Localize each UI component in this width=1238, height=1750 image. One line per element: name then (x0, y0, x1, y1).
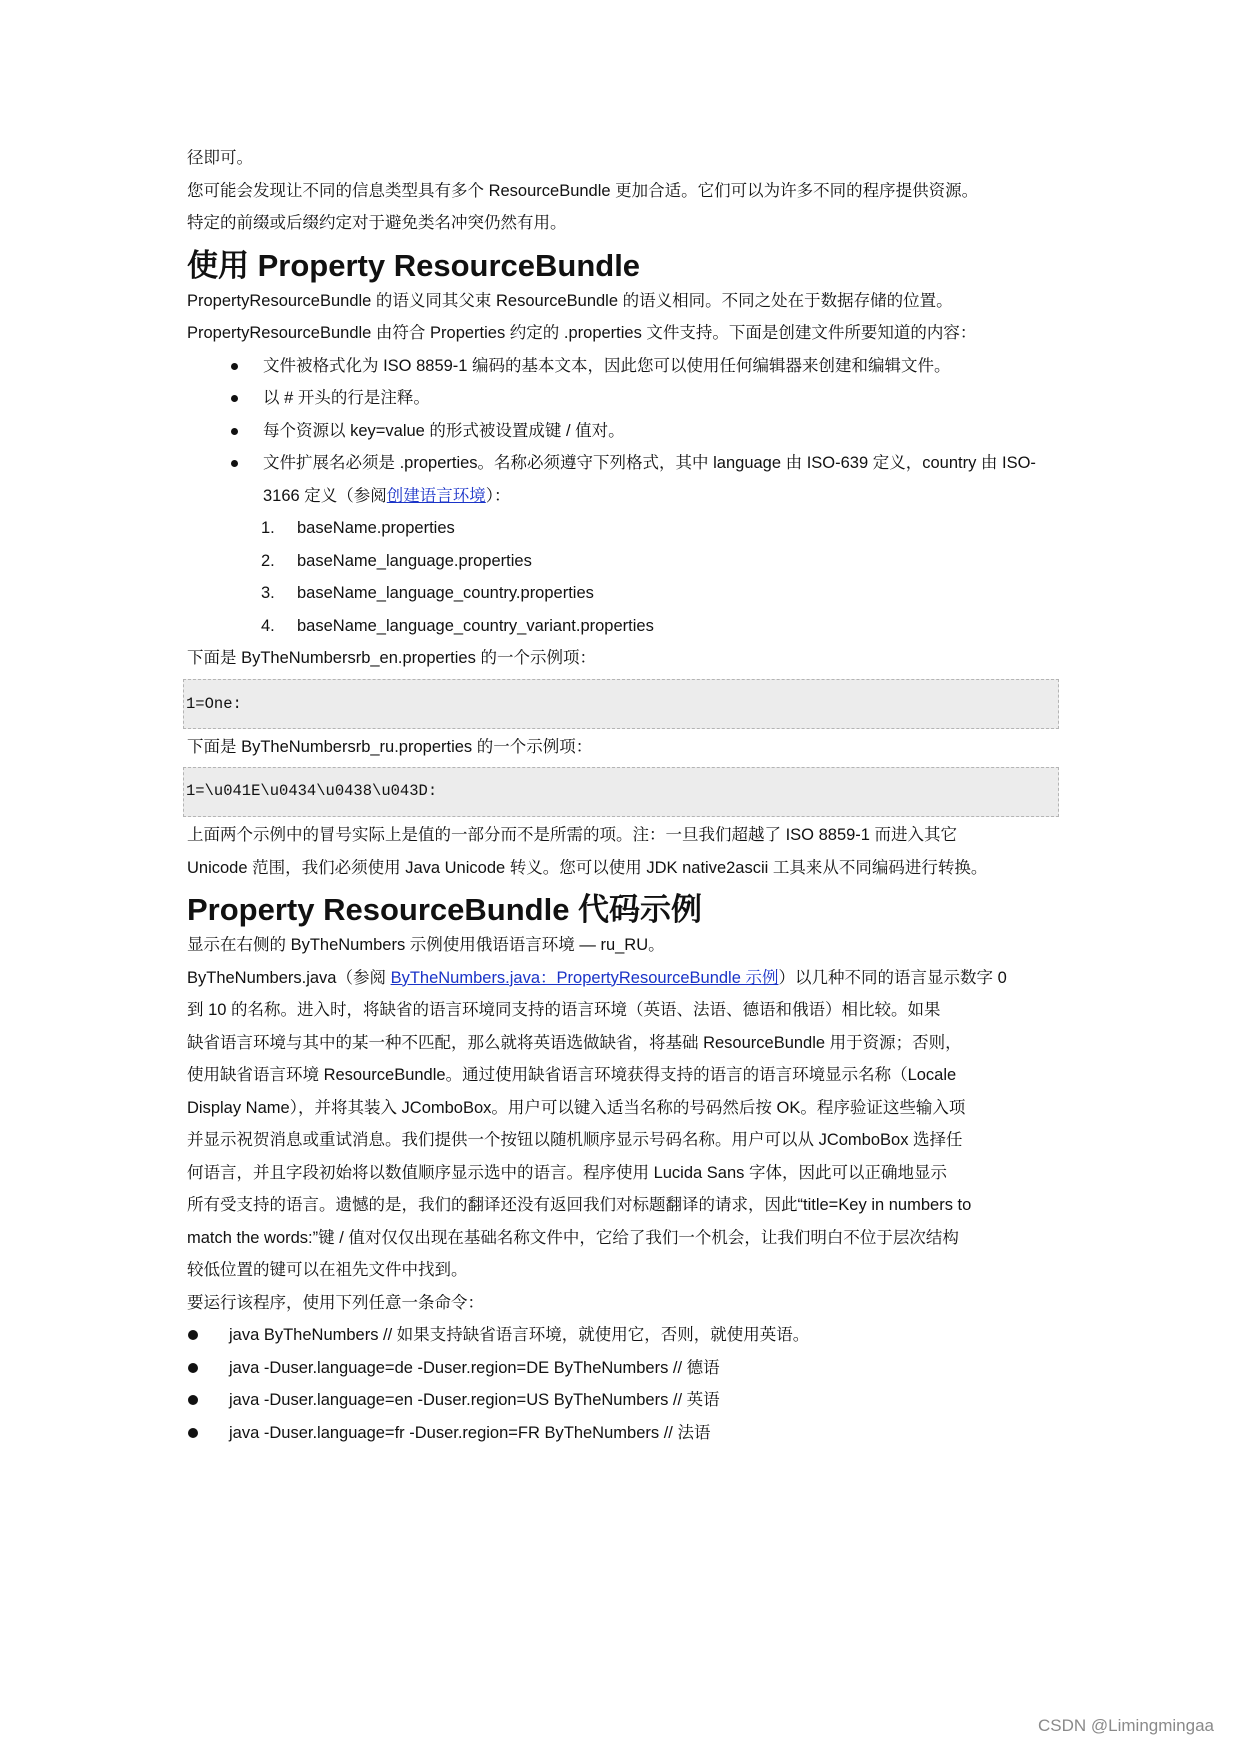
body-line: 缺省语言环境与其中的某一种不匹配，那么就将英语选做缺省，将基础 ResourceBundle 用于资源；否则， (187, 1033, 962, 1052)
note-line-2: Unicode 范围，我们必须使用 Java Unicode 转义。您可以使用 JDK native2ascii 工具来从不同编码进行转换。 (187, 858, 988, 877)
intro-line-3: 特定的前缀或后缀约定对于避免类名冲突仍然有用。 (187, 214, 567, 232)
code-block-en: 1=One: (183, 679, 1059, 729)
file-name-formats-list (187, 512, 1053, 642)
section2-line-2 (187, 962, 1053, 995)
section-heading-property-resourcebundle: 使用 Property ResourceBundle (187, 247, 641, 283)
list-number: 4. (261, 616, 275, 635)
bythenumbers-example-link[interactable]: ByTheNumbers.java：PropertyResourceBundle 示例 (390, 968, 779, 987)
section2-line-1: 显示在右侧的 ByTheNumbers 示例使用俄语语言环境 — ru_RU。 (187, 936, 665, 954)
list-item (261, 610, 1053, 643)
line2-text-end: ）以几种不同的语言显示数字 0 (778, 968, 1007, 987)
list-item: java -Duser.language=en -Duser.region=US ByTheNumbers // 英语 (187, 1384, 1053, 1417)
list-item: java ByTheNumbers // 如果支持缺省语言环境，就使用它，否则，就使用英语。 (187, 1319, 1053, 1352)
list-item (261, 577, 1053, 610)
line2-text: ByTheNumbers.java（参阅 (187, 968, 391, 987)
section-heading-code-example: Property ResourceBundle 代码示例 (187, 892, 703, 927)
body-line: 何语言，并且字段初始将以数值顺序显示选中的语言。程序使用 Lucida Sans 字体，因此可以正确地显示 (187, 1163, 947, 1182)
list-item-file-extension (227, 447, 1053, 512)
bullet4-text-end: ）： (485, 486, 511, 505)
create-locale-link[interactable]: 创建语言环境 (386, 486, 486, 505)
body-line: 使用缺省语言环境 ResourceBundle。通过使用缺省语言环境获得支持的语言的语言环境显示名称（Locale (187, 1066, 957, 1084)
example-en-label: 下面是 ByTheNumbersrb_en.properties 的一个示例项： (187, 649, 596, 667)
file-format-name: baseName.properties (297, 519, 455, 537)
list-item: java -Duser.language=de -Duser.region=DE ByTheNumbers // 德语 (187, 1352, 1053, 1385)
code-block-ru: 1=\u041E\u0434\u0438\u043D: (183, 767, 1059, 817)
document-page (187, 142, 1053, 1449)
file-format-name: baseName_language_country_variant.properties (297, 616, 654, 635)
list-item (261, 512, 1053, 545)
file-format-name: baseName_language_country.properties (297, 584, 594, 602)
section1-para-1: PropertyResourceBundle 的语义同其父束 ResourceBundle 的语义相同。不同之处在于数据存储的位置。 (187, 291, 953, 310)
list-item: java -Duser.language=fr -Duser.region=FR ByTheNumbers // 法语 (187, 1417, 1053, 1450)
bullet4-text: 文件扩展名必须是 .properties。名称必须遵守下列格式，其中 language 由 ISO-639 定义，country 由 ISO-3166 定义（参阅 (263, 454, 1036, 505)
body-line: 并显示祝贺消息或重试消息。我们提供一个按钮以随机顺序显示号码名称。用户可以从 JComboBox 选择任 (187, 1131, 963, 1149)
list-number: 1. (261, 519, 275, 537)
list-number: 3. (261, 584, 275, 602)
list-number: 2. (261, 551, 275, 570)
body-line: Display Name），并将其装入 JComboBox。用户可以键入适当名称的号码然后按 OK。程序验证这些输入项 (187, 1098, 966, 1117)
body-line: 较低位置的键可以在祖先文件中找到。 (187, 1261, 468, 1279)
example-ru-label: 下面是 ByTheNumbersrb_ru.properties 的一个示例项： (187, 737, 593, 756)
run-intro: 要运行该程序，使用下列任意一条命令： (187, 1293, 484, 1312)
csdn-watermark: CSDN @Limingmingaa (1038, 1716, 1214, 1735)
list-item: 以 # 开头的行是注释。 (227, 382, 1053, 415)
property-rules-list (187, 350, 1053, 513)
note-line-1: 上面两个示例中的冒号实际上是值的一部分而不是所需的项。注：一旦我们超越了 ISO 8859-1 而进入其它 (187, 826, 958, 844)
list-item (261, 545, 1053, 578)
section1-para-2: PropertyResourceBundle 由符合 Properties 约定的 .properties 文件支持。下面是创建文件所要知道的内容： (187, 324, 977, 342)
body-line: 所有受支持的语言。遗憾的是，我们的翻译还没有返回我们对标题翻译的请求，因此“title=Key in numbers to (187, 1196, 972, 1214)
intro-line-2: 您可能会发现让不同的信息类型具有多个 ResourceBundle 更加合适。它们可以为许多不同的程序提供资源。 (187, 181, 979, 200)
intro-line-1: 径即可。 (187, 149, 253, 167)
run-commands-list (187, 1319, 1053, 1449)
body-line: 到 10 的名称。进入时，将缺省的语言环境同支持的语言环境（英语、法语、德语和俄语）相比较。如果 (187, 1001, 941, 1019)
list-item: 文件被格式化为 ISO 8859-1 编码的基本文本，因此您可以使用任何编辑器来创建和编辑文件。 (227, 350, 1053, 383)
file-format-name: baseName_language.properties (297, 551, 532, 570)
body-line: match the words:”键 / 值对仅仅出现在基础名称文件中，它给了我们一个机会，让我们明白不位于层次结构 (187, 1228, 959, 1247)
list-item: 每个资源以 key=value 的形式被设置成键 / 值对。 (227, 415, 1053, 448)
